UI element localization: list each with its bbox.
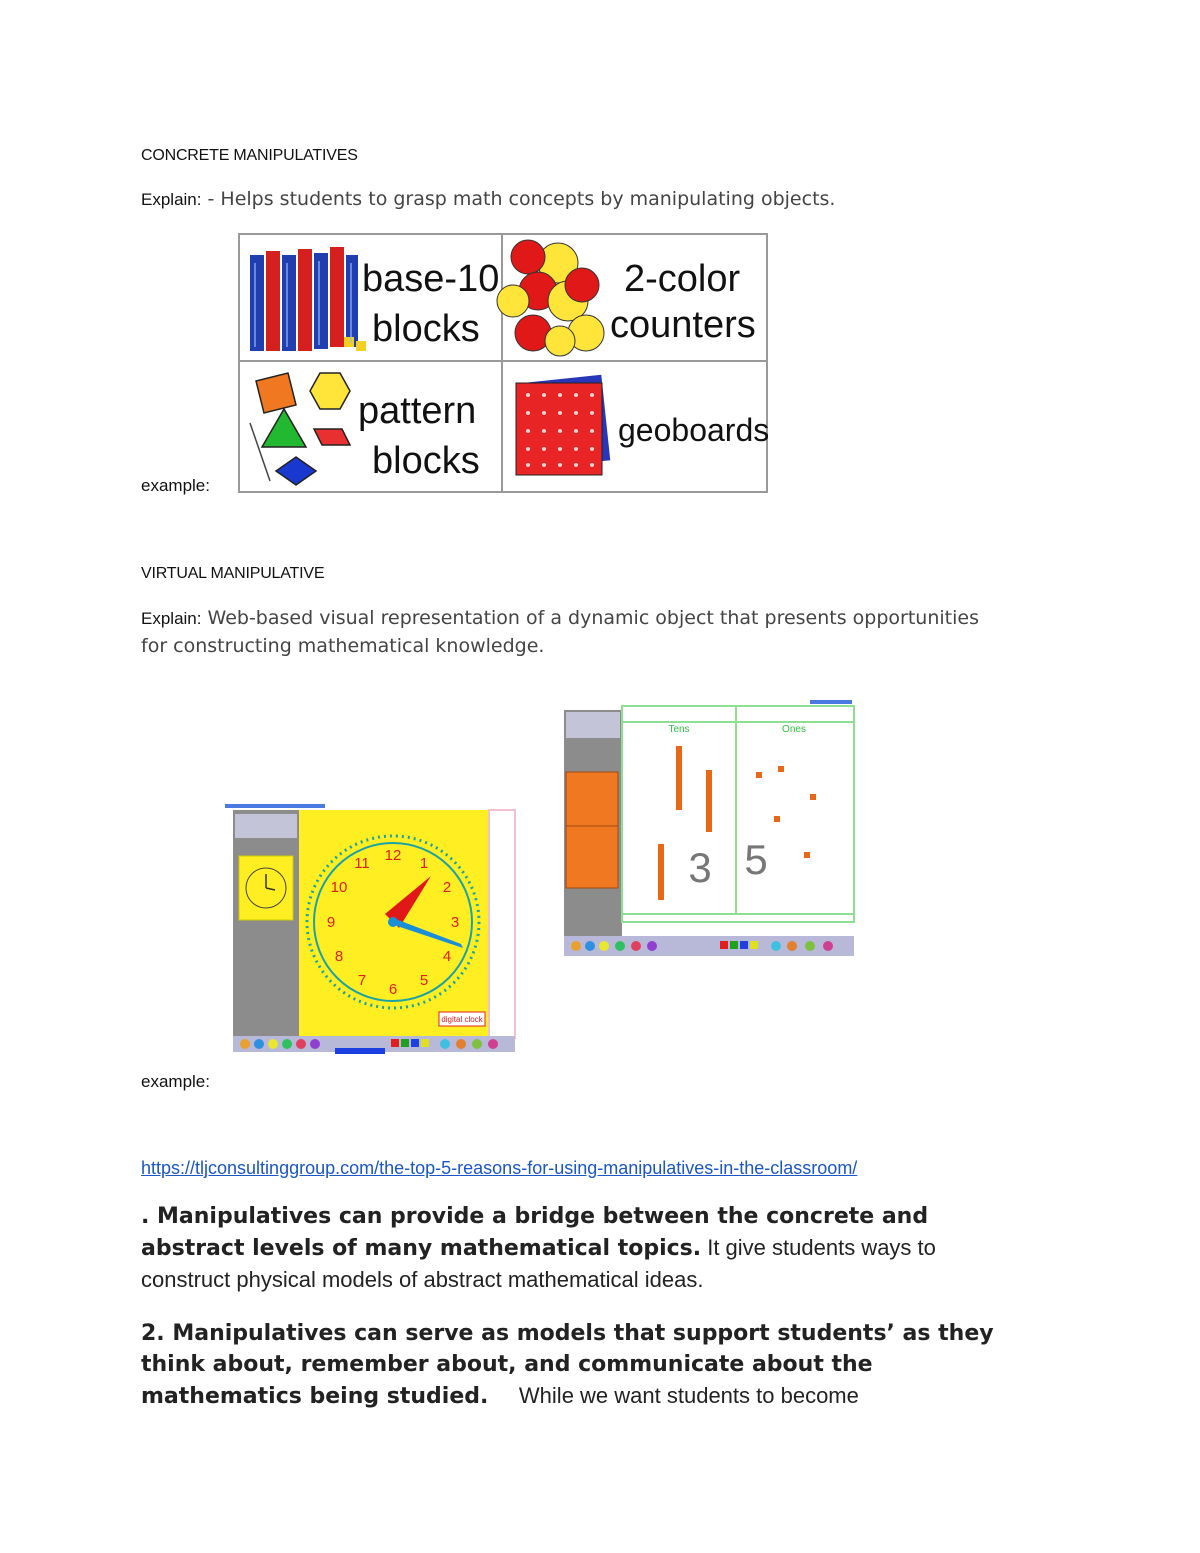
point-2-bold: 2. Manipulatives can serve as models that support students’ as they — [141, 1321, 994, 1346]
point-2 — [141, 1319, 1061, 1413]
ones-digit: 5 — [744, 836, 768, 883]
ones-header: Ones — [782, 724, 806, 735]
tens-header: Tens — [668, 724, 690, 735]
virtual-clock-image — [225, 804, 520, 1060]
cell-label: pattern — [358, 390, 477, 432]
virtual-place-value-image — [560, 698, 858, 964]
point-1-bold: . Manipulatives can provide a bridge between the concrete and — [141, 1204, 929, 1229]
explain-text: Web-based visual representation of a dynamic object that presents opportunities — [201, 607, 979, 629]
point-1 — [141, 1202, 1061, 1297]
concrete-heading: CONCRETE MANIPULATIVES — [141, 147, 358, 164]
cell-label: 2-color — [624, 258, 741, 300]
digital-clock-button[interactable]: digital clock — [441, 1015, 483, 1024]
cell-label: counters — [610, 304, 756, 346]
explain-label: Explain: — [141, 609, 202, 628]
point-2-bold: mathematics being studied. — [141, 1384, 489, 1409]
clock-number: 11 — [354, 855, 370, 872]
clock-number: 5 — [419, 972, 429, 989]
clock-number: 2 — [442, 879, 452, 896]
concrete-explain — [141, 188, 835, 210]
clock-number: 4 — [442, 948, 452, 965]
reference-link[interactable]: https://tljconsultinggroup.com/the-top-5-reasons-for-using-manipulatives-in-the-classroom/ — [141, 1158, 858, 1178]
explain-text: - Helps students to grasp math concepts by manipulating objects. — [201, 188, 836, 210]
example-label: example: — [141, 476, 210, 495]
base-10-blocks-icon — [250, 247, 366, 351]
example-label-2: example: — [141, 1072, 210, 1091]
concrete-manipulatives-image — [238, 233, 768, 493]
cell-label: blocks — [372, 440, 480, 482]
clock-number: 12 — [384, 847, 402, 864]
point-1-text: construct physical models of abstract mathematical ideas. — [141, 1267, 704, 1292]
explain-label: Explain: — [141, 190, 202, 209]
point-2-bold: think about, remember about, and communicate about the — [141, 1352, 873, 1377]
point-2-text: While we want students to become — [488, 1383, 859, 1408]
clock-number: 3 — [450, 914, 460, 931]
tens-digit: 3 — [688, 844, 712, 891]
point-1-bold: abstract levels of many mathematical topics. — [141, 1236, 702, 1261]
geoboard-icon — [516, 375, 611, 475]
virtual-heading: VIRTUAL MANIPULATIVE — [141, 565, 325, 582]
clock-number: 1 — [419, 855, 429, 872]
point-1-text: It give students ways to — [701, 1235, 936, 1260]
clock-number: 10 — [330, 879, 348, 896]
clock-number: 8 — [334, 948, 344, 965]
clock-number: 6 — [388, 981, 398, 998]
clock-number: 7 — [357, 972, 367, 989]
clock-number: 9 — [326, 914, 336, 931]
cell-label: base-10 — [362, 258, 500, 300]
virtual-explain — [141, 605, 1081, 661]
explain-text-line2: for constructing mathematical knowledge. — [141, 635, 545, 657]
cell-label: geoboards — [618, 412, 768, 448]
cell-label: blocks — [372, 308, 480, 350]
